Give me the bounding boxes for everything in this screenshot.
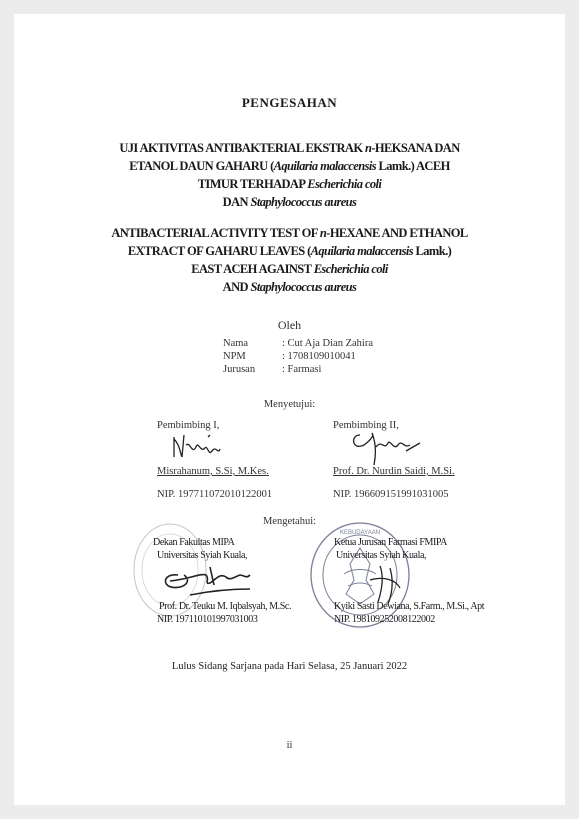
pembimbing1-name: Misrahanum, S.Si, M.Kes. xyxy=(157,466,269,477)
pembimbing2-name: Prof. Dr. Nurdin Saidi, M.Si. xyxy=(333,466,455,477)
mengetahui-label: Mengetahui: xyxy=(262,516,317,527)
lulus-statement: Lulus Sidang Sarjana pada Hari Selasa, 25 Januari 2022 xyxy=(171,661,408,672)
title-id-line-1: UJI AKTIVITAS ANTIBAKTERIAL EKSTRAK n-HEKSANA DAN xyxy=(119,141,460,155)
nama-label: Nama xyxy=(223,338,249,349)
title-id-line-4: DAN Staphylococcus aureus xyxy=(222,195,357,209)
dekan-role-1: Dekan Fakultas MIPA xyxy=(153,537,235,548)
dekan-role-2: Universitas Syiah Kuala, xyxy=(157,550,248,561)
jurusan-label: Jurusan xyxy=(223,364,256,375)
menyetujui-label: Menyetujui: xyxy=(263,399,316,410)
title-en-line-1: ANTIBACTERIAL ACTIVITY TEST OF n-HEXANE AND ETHANOL xyxy=(111,226,468,240)
svg-text:KEBUDAYAAN: KEBUDAYAAN xyxy=(339,530,381,536)
title-id-line-3: TIMUR TERHADAP Escherichia coli xyxy=(197,177,382,191)
pembimbing1-nip: NIP. 197711072010122001 xyxy=(157,489,273,500)
page-number: ii xyxy=(286,740,293,751)
ketua-name: Kyiki Sasti Dewiana, S.Farm., M.Si., Apt xyxy=(334,601,485,612)
jurusan-value: : Farmasi xyxy=(282,364,322,375)
dekan-nip: NIP. 197110101997031003 xyxy=(157,614,258,625)
dekan-signature xyxy=(150,555,270,605)
npm-label: NPM xyxy=(223,351,246,362)
pembimbing2-signature xyxy=(346,425,436,467)
ketua-nip: NIP. 198109252008122002 xyxy=(334,614,435,625)
ketua-role-1: Ketua Jurusan Farmasi FMIPA xyxy=(334,537,447,548)
page-heading: PENGESAHAN xyxy=(241,95,338,110)
pembimbing1-signature xyxy=(168,427,228,467)
title-en-line-3: EAST ACEH AGAINST Escherichia coli xyxy=(191,262,388,276)
pembimbing2-role: Pembimbing II, xyxy=(333,420,399,431)
title-id-line-2: ETANOL DAUN GAHARU (Aquilaria malaccensis Lamk.) ACEH xyxy=(129,159,450,173)
pembimbing2-nip: NIP. 196609151991031005 xyxy=(333,489,449,500)
nama-value: : Cut Aja Dian Zahira xyxy=(282,338,373,349)
title-en-line-4: AND Staphylococcus aureus xyxy=(222,280,357,294)
title-en-line-2: EXTRACT OF GAHARU LEAVES (Aquilaria malaccensis Lamk.) xyxy=(127,244,452,258)
ketua-role-2: Universitas Syiah Kuala, xyxy=(336,550,427,561)
oleh-label: Oleh xyxy=(277,318,302,332)
npm-value: : 1708109010041 xyxy=(282,351,356,362)
dekan-name: Prof. Dr. Teuku M. Iqbalsyah, M.Sc. xyxy=(159,601,292,612)
pembimbing1-role: Pembimbing I, xyxy=(157,420,220,431)
